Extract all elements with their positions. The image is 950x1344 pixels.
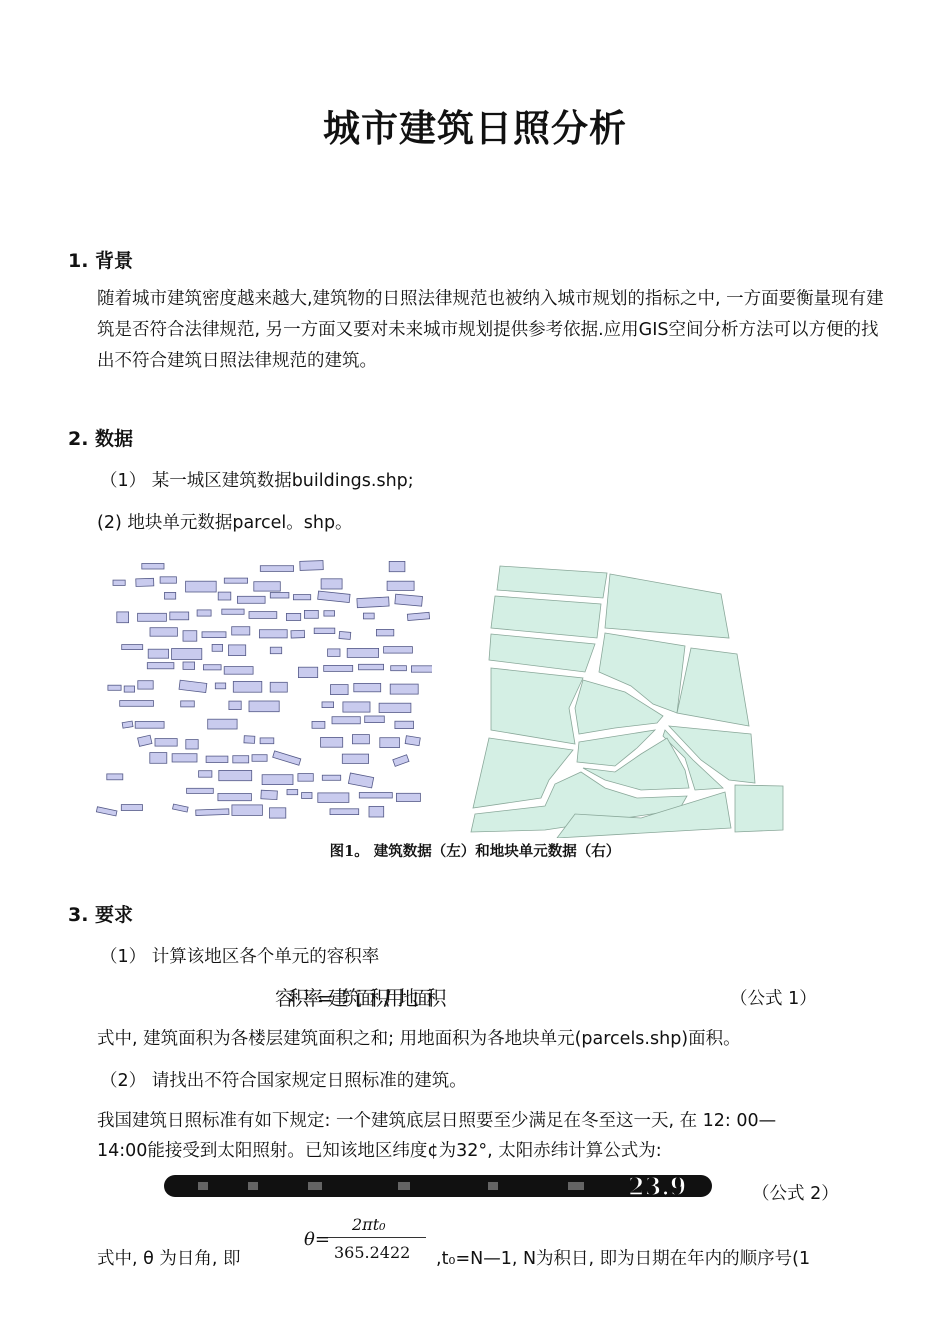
building-footprint	[120, 701, 154, 707]
building-footprint	[107, 774, 123, 780]
building-footprint	[396, 793, 420, 801]
building-footprint	[136, 578, 154, 586]
building-footprint	[219, 770, 252, 780]
parcel	[489, 634, 595, 672]
building-footprint	[122, 721, 133, 728]
building-footprint	[138, 735, 152, 746]
building-footprint	[321, 579, 342, 589]
formula-2-tag: （公式 2）	[752, 1184, 839, 1204]
building-footprint	[380, 738, 400, 748]
building-footprint	[342, 754, 368, 763]
building-footprint	[328, 649, 340, 657]
building-footprint	[343, 702, 370, 712]
building-footprint	[324, 611, 335, 616]
building-footprint	[183, 662, 195, 669]
section-heading-data: 2. 数据	[68, 428, 134, 450]
building-footprint	[249, 701, 279, 712]
requirement-item-1: （1） 计算该地区各个单元的容积率	[100, 947, 380, 967]
formula-1-note: 式中, 建筑面积为各楼层建筑面积之和; 用地面积为各地块单元(parcels.shp)面积。	[97, 1029, 741, 1049]
building-footprint	[273, 751, 301, 765]
building-footprint	[202, 632, 226, 638]
building-footprint	[359, 793, 392, 799]
building-footprint	[179, 680, 207, 692]
building-footprint	[244, 736, 255, 744]
building-footprint	[233, 681, 261, 692]
building-footprint	[113, 580, 125, 585]
parcel	[491, 596, 601, 638]
data-item-buildings: （1） 某一城区建筑数据buildings.shp;	[100, 471, 414, 491]
building-footprint	[199, 771, 212, 778]
building-footprint	[395, 594, 423, 606]
building-footprint	[304, 610, 318, 618]
parcel	[497, 566, 607, 598]
building-footprint	[218, 592, 231, 600]
building-footprint	[117, 612, 129, 623]
parcel	[491, 668, 583, 744]
building-footprint	[347, 648, 378, 657]
building-footprint	[232, 805, 263, 816]
building-footprint	[186, 740, 198, 749]
building-footprint	[293, 595, 310, 600]
building-footprint	[359, 664, 384, 670]
building-footprint	[330, 809, 359, 815]
building-footprint	[181, 701, 195, 707]
building-footprint	[224, 667, 253, 675]
parcel	[605, 574, 729, 638]
parcel	[735, 785, 783, 832]
building-footprint	[357, 597, 389, 608]
building-footprint	[148, 649, 168, 658]
building-footprint	[155, 739, 177, 747]
parcels-map-figure	[465, 548, 795, 838]
building-footprint	[331, 685, 349, 695]
building-footprint	[318, 591, 350, 602]
fraction-bar	[328, 1237, 426, 1238]
building-footprint	[172, 754, 197, 762]
building-footprint	[215, 683, 225, 689]
building-footprint	[224, 578, 247, 583]
day-angle-text-suffix: ,t₀=N—1, N为积日, 即为日期在年内的顺序号(1	[436, 1249, 811, 1269]
building-footprint	[352, 735, 369, 744]
building-footprint	[322, 702, 334, 708]
section-heading-requirements: 3. 要求	[68, 904, 134, 926]
building-footprint	[206, 756, 228, 762]
building-footprint	[365, 716, 385, 723]
building-footprint	[376, 629, 393, 636]
building-footprint	[183, 631, 197, 642]
building-footprint	[270, 647, 281, 654]
building-footprint	[286, 613, 300, 620]
building-footprint	[379, 703, 411, 712]
formula-1: 容积率=建筑面积/用地面积	[275, 986, 441, 1010]
equation-numerator: 2πt₀	[352, 1215, 386, 1234]
building-footprint	[229, 701, 241, 710]
building-footprint	[203, 665, 221, 670]
equation-denominator: 365.2422	[334, 1243, 411, 1262]
sunlight-standard-line-2: 14:00能接受到太阳照射。已知该地区纬度¢为32°, 太阳赤纬计算公式为:	[97, 1141, 662, 1161]
buildings-map-figure	[92, 548, 432, 833]
building-footprint	[270, 682, 287, 692]
building-footprint	[233, 756, 249, 763]
sunlight-standard-line-1: 我国建筑日照标准有如下规定: 一个建筑底层日照要至少满足在冬至这一天, 在 12: 00—	[97, 1111, 777, 1131]
building-footprint	[150, 628, 177, 637]
building-footprint	[165, 592, 176, 599]
building-footprint	[172, 649, 202, 660]
building-footprint	[186, 581, 217, 592]
parcel	[677, 648, 749, 726]
building-footprint	[187, 788, 214, 793]
building-footprint	[135, 722, 164, 729]
building-footprint	[232, 627, 250, 635]
building-footprint	[212, 644, 223, 651]
formula-2-end: 23.9	[628, 1172, 687, 1201]
building-footprint	[363, 613, 374, 619]
building-footprint	[312, 721, 325, 728]
requirement-item-2: （2） 请找出不符合国家规定日照标准的建筑。	[100, 1071, 467, 1091]
building-footprint	[147, 663, 174, 669]
building-footprint	[332, 717, 360, 724]
data-item-parcel: (2) 地块单元数据parcel。shp。	[97, 513, 353, 533]
building-footprint	[222, 609, 244, 614]
building-footprint	[96, 807, 117, 816]
building-footprint	[407, 612, 429, 620]
building-footprint	[321, 737, 343, 747]
building-footprint	[369, 806, 384, 817]
building-footprint	[237, 596, 265, 603]
formula-1-tag: （公式 1）	[730, 989, 817, 1009]
building-footprint	[339, 631, 351, 639]
formula-2	[158, 1170, 724, 1202]
building-footprint	[354, 683, 381, 691]
building-footprint	[405, 736, 420, 746]
building-footprint	[249, 612, 277, 619]
building-footprint	[411, 666, 432, 672]
building-footprint	[384, 647, 413, 654]
building-footprint	[260, 738, 274, 744]
building-footprint	[314, 628, 335, 634]
building-footprint	[170, 612, 189, 620]
building-footprint	[138, 681, 153, 689]
building-footprint	[124, 686, 134, 692]
building-footprint	[391, 666, 407, 671]
building-footprint	[252, 755, 267, 762]
building-footprint	[322, 775, 340, 780]
building-footprint	[254, 582, 280, 591]
building-footprint	[390, 684, 418, 694]
building-footprint	[324, 665, 353, 671]
building-footprint	[262, 775, 293, 785]
building-footprint	[291, 630, 305, 638]
building-footprint	[259, 630, 287, 638]
building-footprint	[287, 790, 298, 795]
building-footprint	[208, 719, 237, 729]
section-heading-background: 1. 背景	[68, 250, 134, 272]
building-footprint	[389, 561, 405, 571]
building-footprint	[173, 804, 189, 812]
building-footprint	[142, 564, 164, 570]
background-paragraph: 随着城市建筑密度越来越大,建筑物的日照法律规范也被纳入城市规划的指标之中, 一方面要衡量现有建筑是否符合法律规范, 另一方面又要对未来城市规划提供参考依据.应用GIS空间分析方法可以方便的找出不符合建筑日照法律规范的建筑。	[97, 289, 884, 371]
building-footprint	[302, 793, 312, 799]
building-footprint	[395, 721, 414, 728]
building-footprint	[121, 805, 142, 811]
equation-lhs: θ=	[304, 1229, 330, 1250]
building-footprint	[318, 793, 349, 803]
building-footprint	[229, 645, 246, 656]
building-footprint	[300, 561, 323, 571]
page-title: 城市建筑日照分析	[323, 106, 627, 150]
building-footprint	[393, 755, 409, 767]
day-angle-text-prefix: 式中, θ 为日角, 即	[97, 1249, 241, 1269]
figure-caption: 图1。 建筑数据（左）和地块单元数据（右）	[329, 843, 621, 860]
building-footprint	[122, 645, 143, 650]
building-footprint	[260, 566, 293, 572]
building-footprint	[387, 581, 414, 590]
building-footprint	[160, 577, 176, 583]
day-angle-equation	[300, 1215, 430, 1271]
building-footprint	[150, 753, 167, 764]
building-footprint	[298, 667, 317, 677]
building-footprint	[196, 809, 229, 816]
building-footprint	[348, 773, 373, 788]
building-footprint	[197, 610, 211, 616]
building-footprint	[108, 685, 121, 690]
building-footprint	[261, 790, 278, 799]
building-footprint	[138, 613, 167, 621]
building-footprint	[270, 593, 289, 599]
building-footprint	[270, 808, 286, 818]
building-footprint	[218, 794, 252, 801]
building-footprint	[298, 774, 313, 782]
